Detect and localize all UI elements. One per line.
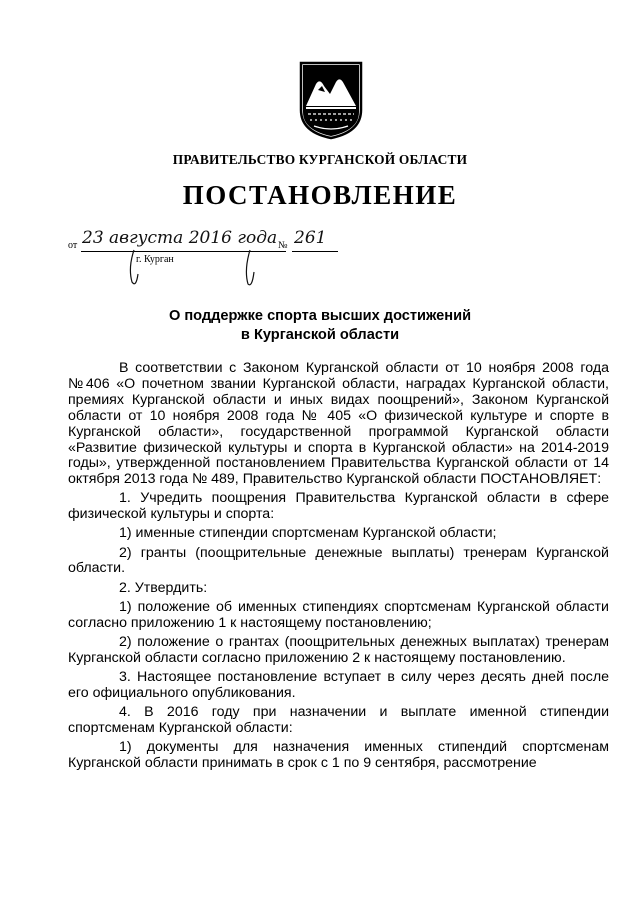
document-title <box>0 307 640 345</box>
paragraph-item-3: 3. Настоящее постановление вступает в силу через десять дней после его официального опубликования. <box>68 668 609 701</box>
document-body <box>68 361 609 771</box>
title-line-1: О поддержке спорта высших достижений <box>168 308 472 324</box>
paragraph-item-1-1: 1) именные стипендии спортсменам Курганской области; <box>119 525 497 542</box>
date-handwritten: 23 августа 2016 года <box>82 228 278 248</box>
government-name: ПРАВИТЕЛЬСТВО КУРГАНСКОЙ ОБЛАСТИ <box>172 152 468 167</box>
title-line-2: в Курганской области <box>240 327 400 343</box>
coat-of-arms-icon <box>298 60 364 140</box>
paragraph-item-1: 1. Учредить поощрения Правительства Курганской области в сфере физической культуры и спорта: <box>68 490 609 523</box>
date-from-label: от <box>68 240 78 251</box>
paragraph-preamble: В соответствии с Законом Курганской области от 10 ноября 2008 года №406 «О почетном звании Курганской области, наградах Курганской области, премиях Курганской области и иных видах поощрений», Законом Курганской области от 10 ноября 2008 года № 405 «О физической культуре и спорте в Курганской области», государственной программой Курганской области «Развитие физической культуры и спорта в Курганской области» на 2014-2019 годы», утвержденной постановлением Правительства Курганской области от 14 октября 2013 года № 489, Правительство Курганской области ПОСТАНОВЛЯЕТ: <box>68 360 609 488</box>
paragraph-item-1-2: 2) гранты (поощрительные денежные выплаты) тренерам Курганской области. <box>68 544 609 577</box>
number-label: № <box>278 240 288 251</box>
signature-strokes <box>126 248 276 288</box>
paragraph-item-2-1: 1) положение об именных стипендиях спортсменам Курганской области согласно приложению 1 к настоящему постановлению; <box>68 598 609 631</box>
city-label: г. Курган <box>136 254 174 265</box>
paragraph-item-2: 2. Утвердить: <box>119 579 208 596</box>
document-type: ПОСТАНОВЛЕНИЕ <box>182 180 458 210</box>
paragraph-item-4-1: 1) документы для назначения именных стипендий спортсменам Курганской области принимать в срок с 1 по 9 сентября, рассмотрение <box>68 738 609 771</box>
number-underline <box>292 251 338 252</box>
number-handwritten: 261 <box>294 228 327 248</box>
paragraph-item-2-2: 2) положение о грантах (поощрительных денежных выплатах) тренерам Курганской области согласно приложению 2 к настоящему постановлению. <box>68 633 609 666</box>
paragraph-item-4: 4. В 2016 году при назначении и выплате именной стипендии спортсменам Курганской области: <box>68 703 609 736</box>
dateline <box>68 226 368 286</box>
